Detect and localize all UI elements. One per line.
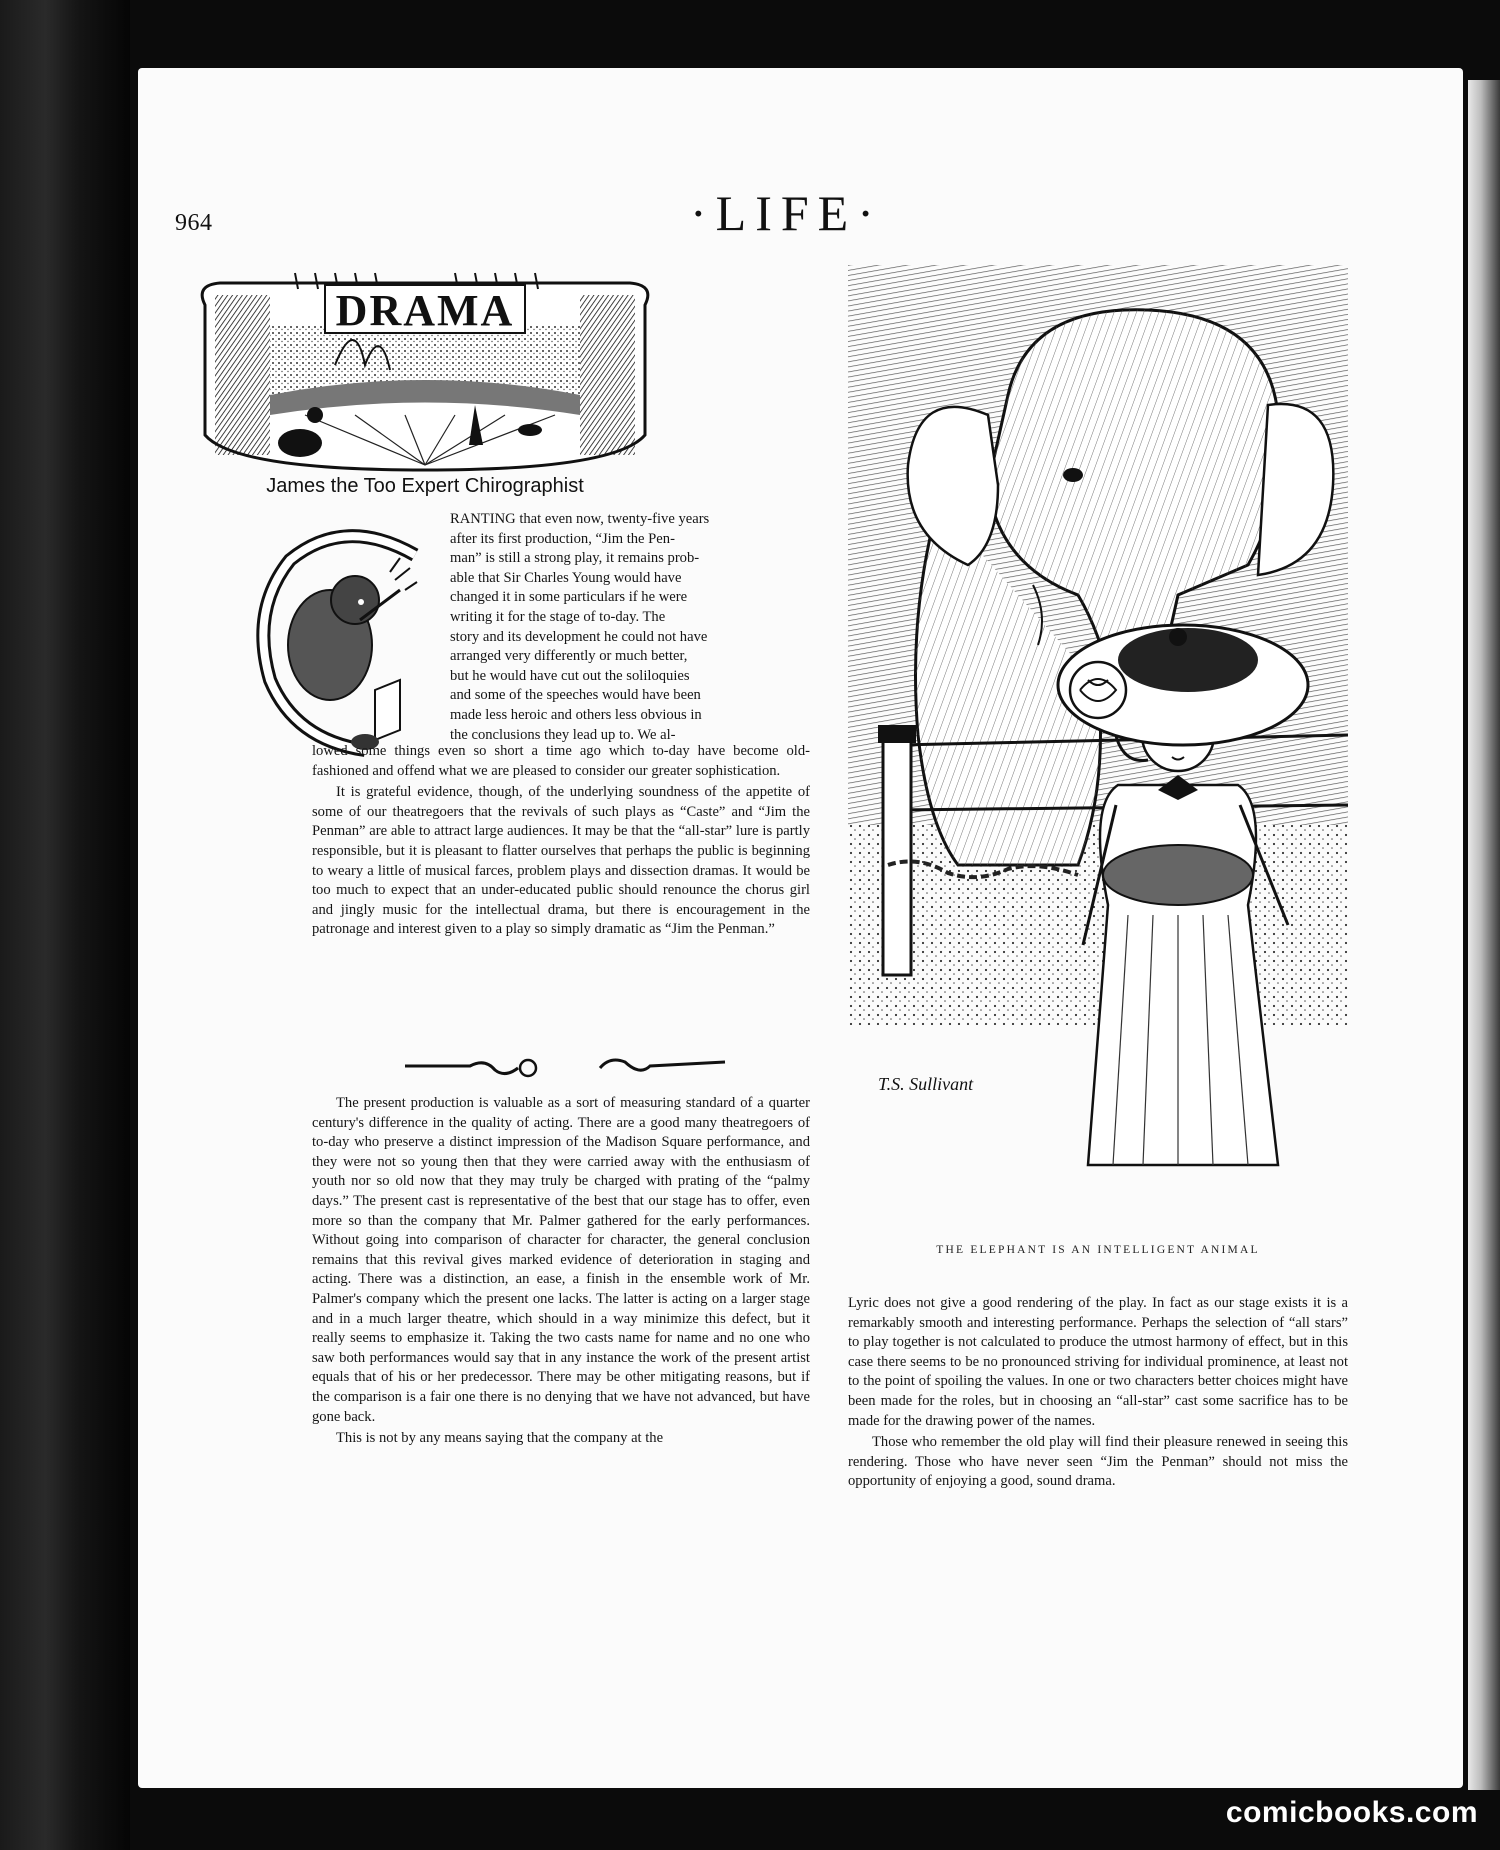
intro-line: the conclusions they lead up to. We al- — [450, 726, 676, 743]
drama-heading: DRAMA — [335, 286, 515, 335]
intro-line: made less heroic and others less obvious in — [450, 706, 702, 723]
intro-line: and some of the speeches would have been — [450, 687, 701, 704]
paragraph-4: This is not by any means saying that the company at the — [336, 1430, 664, 1447]
paragraph-3: The present production is valuable as a sort of measuring standard of a quarter century's difference in the quality of acting. There are a good many theatregoers of to-day who preserve a distinct impression of the Madison Square performance, and they were not so young then that they were carried away with the enthusiasm of youth nor so old now that they may truly be charged with prating of the “palmy days.” The present cast is representative of the best that our stage has to offer, even more so than the company that Mr. Palmer gathered for the early performances. Without going into comparison of character for character, the general conclusion remains that this revival gives marked evidence of deterioration in staging and acting. There was a distinction, an ease, a finish in the ensemble work of Mr. Palmer's company which the present one lacks. The latter is acting on a larger stage and in a much larger theatre, which should in a way minimize this defect, but it really seems to emphasize it. Taking the two casts name for name and no one who saw both performances would say that in any instance the work of the present artist equals that of his or her predecessor. There may be other mitigating reasons, but if the comparison is a fair one there is no denying that we have not advanced, but have gone back. — [312, 1095, 810, 1425]
right-page-edge — [1468, 80, 1500, 1790]
paragraph-5: Those who remember the old play will find their pleasure renewed in seeing this rendering. Those who have never seen “Jim the Penman” should not miss the opportunity of enjoying a good, sound drama. — [848, 1434, 1348, 1490]
article-column-left-lower — [312, 1094, 810, 1451]
article-title: James the Too Expert Chirographist — [266, 475, 584, 497]
intro-line: writing it for the stage of to-day. The — [450, 608, 666, 625]
intro-line: arranged very differently or much better, — [450, 648, 688, 665]
illustration-signature: T.S. Sullivant — [878, 1074, 974, 1094]
elephant-illustration — [848, 265, 1348, 1220]
left-binding-edge — [0, 0, 130, 1850]
magazine-title: ·LIFE· — [690, 185, 883, 241]
drama-banner-illustration — [175, 265, 675, 475]
intro-line: after its first production, “Jim the Pen- — [450, 530, 675, 547]
paragraph-4-continued: Lyric does not give a good rendering of the play. In fact as our stage exists it is a remarkably smooth and interesting performance. Perhaps the selection of “all stars” to play together is not calculated to produce the utmost harmony of effect, but in this case there seems to be no pronounced striving for individual prominence, at least not to the point of spoiling the values. In one or two characters better choices might have been made for the roles, but in choosing an “all-star” cast some sacrifice has to be made for the drawing power of the names. — [848, 1295, 1348, 1429]
dropcap-monkey-illustration — [245, 520, 445, 770]
intro-line: story and its development he could not have — [450, 628, 708, 645]
article-column-right — [848, 1294, 1348, 1494]
intro-line: RANTING that even now, twenty-five years — [450, 511, 710, 527]
intro-line: man” is still a strong play, it remains prob- — [450, 550, 700, 567]
intro-line: but he would have cut out the soliloquies — [450, 667, 690, 684]
illustration-caption: THE ELEPHANT IS AN INTELLIGENT ANIMAL — [936, 1244, 1260, 1256]
section-divider-ornament — [400, 1048, 730, 1084]
intro-line: able that Sir Charles Young would have — [450, 569, 682, 586]
paragraph-2: It is grateful evidence, though, of the underlying soundness of the appetite of some of our theatregoers that the revivals of such plays as “Caste” and “Jim the Penman” are able to attract large audiences. It may be that the “all-star” lure is partly responsible, but it is pleasant to flatter ourselves that perhaps the public is beginning to weary a little of musical farces, problem plays and dissection dramas. It would be too much to expect that an under-educated public should renounce the chorus girl and jingly music for the intellectual drama, but there is encouragement in the patronage and interest given to a play so simply dramatic as “Jim the Penman.” — [312, 784, 810, 938]
site-watermark: comicbooks.com — [1225, 1796, 1478, 1829]
intro-line: changed it in some particulars if he were — [450, 589, 688, 606]
intro-paragraph-lines — [450, 510, 810, 745]
page-number: 964 — [175, 210, 213, 236]
article-column-left-upper — [312, 742, 810, 942]
intro-paragraph-rest: lowed some things even so short a time ago which to-day have become old-fashioned and offend what we are pleased to consider our greater sophistication. — [312, 743, 810, 779]
